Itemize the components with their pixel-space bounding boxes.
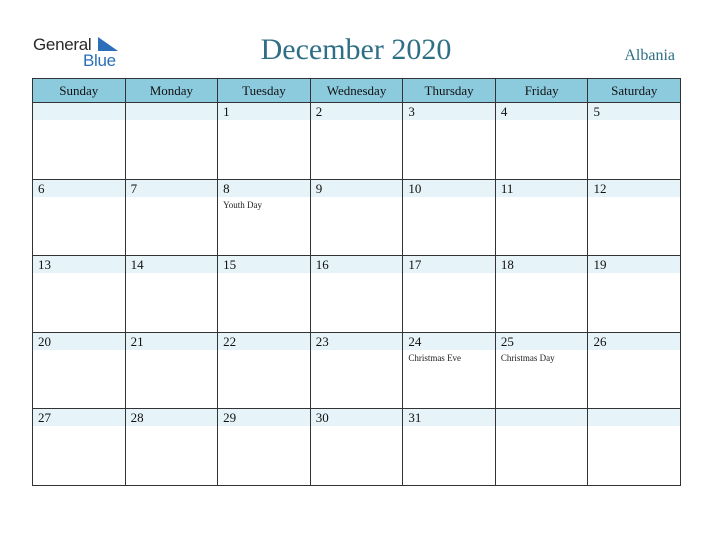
day-cell: [588, 256, 680, 332]
day-cell: [403, 256, 496, 332]
day-number: 13: [38, 257, 51, 273]
country-label: Albania: [624, 47, 675, 64]
day-number: 6: [38, 180, 45, 196]
day-cell: [496, 180, 589, 256]
week-row: [33, 333, 680, 410]
day-number: 22: [223, 333, 237, 349]
day-cell: [496, 103, 589, 179]
day-number: 26: [593, 333, 607, 349]
day-cell: [403, 409, 496, 486]
day-cell: [588, 180, 680, 256]
day-cell: [126, 180, 219, 256]
day-cell: [403, 180, 496, 256]
day-cell: [496, 256, 589, 332]
day-number: 17: [408, 257, 422, 273]
day-number: 28: [130, 410, 144, 426]
weekday-header: Saturday: [611, 83, 658, 98]
day-cell: [126, 409, 219, 486]
day-number: 27: [38, 410, 51, 426]
day-number: 21: [130, 333, 144, 349]
day-cell: [33, 103, 126, 179]
day-cell: [126, 256, 219, 332]
weekday-header-row: [33, 79, 680, 103]
weekday-header: Tuesday: [218, 79, 311, 102]
day-number: 3: [408, 104, 415, 119]
day-number: 23: [315, 333, 329, 349]
day-number: 9: [315, 180, 323, 196]
week-row: [33, 409, 680, 486]
logo-word-blue: Blue: [83, 51, 116, 70]
day-cell: [496, 409, 589, 486]
holiday-label: Christmas Day: [500, 352, 555, 363]
day-cell: [403, 333, 496, 409]
day-cell: [588, 103, 680, 179]
holiday-label: Christmas Eve: [408, 352, 462, 363]
day-cell: [311, 409, 404, 486]
day-number-band: [126, 180, 218, 197]
weekday-header: Sunday: [33, 79, 126, 102]
week-row: [33, 103, 680, 180]
day-cell: [218, 256, 311, 332]
day-number: 29: [223, 410, 237, 426]
day-cell: [311, 333, 404, 409]
day-number: 20: [38, 333, 51, 349]
day-number: 1: [223, 104, 230, 119]
day-number: 14: [130, 257, 144, 273]
day-number: 18: [500, 257, 514, 273]
day-number: 30: [315, 410, 329, 426]
page-title: December 2020: [260, 33, 452, 66]
day-number-band: [126, 103, 218, 120]
day-cell: [311, 103, 404, 179]
day-number: 15: [223, 257, 237, 273]
week-row: [33, 180, 680, 257]
day-cell: [126, 333, 219, 409]
day-number-band: [496, 409, 588, 426]
day-cell: [33, 180, 126, 256]
day-cell: [403, 103, 496, 179]
week-row: [33, 256, 680, 333]
day-number: 2: [315, 104, 323, 119]
day-cell: [496, 333, 589, 409]
day-number-band: [496, 103, 588, 120]
calendar-grid: [32, 78, 681, 486]
day-cell: [33, 333, 126, 409]
day-number-band: [311, 103, 403, 120]
day-cell: [33, 409, 126, 486]
day-number-band: [588, 103, 680, 120]
day-number-band: [403, 103, 495, 120]
day-cell: [218, 409, 311, 486]
day-number: 8: [223, 180, 230, 196]
day-number: 11: [500, 180, 514, 196]
day-number: 24: [408, 333, 422, 349]
day-cell: [33, 256, 126, 332]
holiday-label: Youth Day: [223, 199, 262, 210]
day-number-band: [33, 180, 125, 197]
day-cell: [126, 103, 219, 179]
weeks-container: [33, 103, 680, 486]
day-number: 4: [500, 104, 508, 119]
day-number: 12: [593, 180, 607, 196]
day-number-band: [218, 180, 310, 197]
day-cell: [218, 333, 311, 409]
day-cell: [218, 180, 311, 256]
day-number: 16: [315, 257, 329, 273]
weekday-header: Monday: [126, 79, 219, 102]
day-cell: [218, 103, 311, 179]
day-cell: [588, 333, 680, 409]
weekday-header: Friday: [496, 79, 589, 102]
day-number-band: [588, 409, 680, 426]
weekday-header: Thursday: [403, 79, 496, 102]
day-number: 19: [593, 257, 607, 273]
day-number: 7: [130, 180, 138, 196]
day-cell: [311, 256, 404, 332]
weekday-header: Wednesday: [311, 79, 404, 102]
day-cell: [311, 180, 404, 256]
day-number: 10: [408, 180, 422, 196]
day-number: 31: [408, 410, 422, 426]
day-number-band: [33, 103, 125, 120]
day-number-band: [218, 103, 310, 120]
day-number-band: [311, 180, 403, 197]
day-number: 5: [593, 104, 600, 119]
day-cell: [588, 409, 680, 486]
logo-word-general: General: [33, 35, 92, 54]
day-number: 25: [500, 333, 514, 349]
